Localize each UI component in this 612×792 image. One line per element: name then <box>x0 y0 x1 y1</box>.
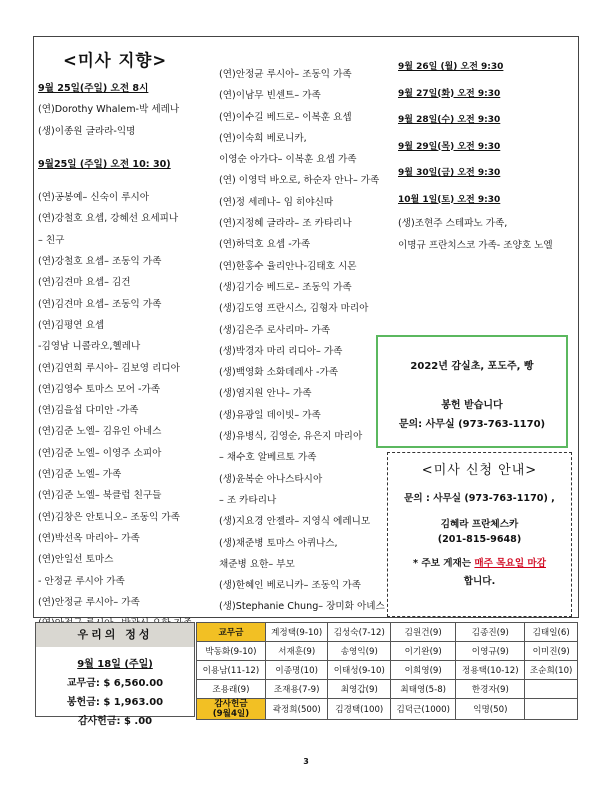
roster-cell: 곽정희(500) <box>265 699 328 720</box>
intention-line: (생)채준병 토마스 아퀴나스, <box>219 537 338 549</box>
intention-line: (생)조현주 스테파노 가족, <box>398 218 508 229</box>
mass-request-phone: (201-815-9648) <box>437 534 522 545</box>
mass-time-heading: 9월 29일(목) 오전 9:30 <box>398 141 501 152</box>
offering-heading: 우리의 정성 <box>36 623 194 647</box>
mass-time-heading: 9월 27일(화) 오전 9:30 <box>398 88 501 99</box>
intention-line: (연)김영수 토마스 모어 -가족 <box>38 383 161 395</box>
intention-line: (생)윤복순 아나스타시아 <box>219 473 323 485</box>
intention-line: (연)김을섭 다미안 -가족 <box>38 405 139 417</box>
mass-request-box <box>387 452 572 617</box>
roster-cell: 김경택(100) <box>328 699 391 720</box>
intention-line: (생)지요경 안젤라– 지영식 에레니모 <box>219 516 371 528</box>
roster-cell: 계정택(9-10) <box>265 623 328 642</box>
page-title: <미사 지향> <box>63 51 168 70</box>
intention-line: (생)한혜인 베로니카– 조동익 가족 <box>219 580 361 592</box>
roster-category-cell: 교무금 <box>197 623 266 642</box>
roster-cell: 김덕근(1000) <box>391 699 456 720</box>
roster-cell: 김원건(9) <box>391 623 456 642</box>
offering-row: 감사헌금: $ .00 <box>77 716 153 727</box>
roster-cell: 이태성(9-10) <box>328 661 391 680</box>
intention-line: 채준병 요한– 부모 <box>219 558 295 570</box>
contribution-roster <box>196 622 578 720</box>
intention-line: (생)김도영 프란시스, 김형자 마리아 <box>219 303 369 315</box>
intention-line: (생)김은주 로사리마– 가족 <box>219 324 331 336</box>
notice-suffix: 합니다. <box>463 576 496 587</box>
roster-cell: 익명(50) <box>456 699 525 720</box>
roster-cell: 정용택(10-12) <box>456 661 525 680</box>
intention-line: (연)안정균 루시아– 조동익 가족 <box>219 69 352 80</box>
roster-cell: 조재용(7-9) <box>265 680 328 699</box>
intention-line: (연)김준 노엘– 김유인 아네스 <box>38 426 162 438</box>
intention-line: (연)공봉예– 신숙이 루시아 <box>38 192 150 204</box>
mass-time-heading: 9월 30일(금) 오전 9:30 <box>398 168 501 178</box>
intention-line: (연)지정혜 글라라– 조 카타리나 <box>219 218 352 230</box>
roster-cell: 최영갑(9) <box>328 680 391 699</box>
roster-cell: 최태영(5-8) <box>391 680 456 699</box>
intention-line: (연)김준 노엘– 북클럽 친구들 <box>38 490 162 502</box>
intention-line: (연) 이영덕 바오로, 하순자 안나– 가족 <box>219 175 380 187</box>
roster-cell <box>525 699 578 720</box>
intention-line: (생)백영화 소화데레사 -가족 <box>219 367 338 379</box>
intention-line: (연)이수길 베드로– 이복훈 요셉 <box>219 111 352 123</box>
intention-line: (연)김준 노엘– 이영주 소피아 <box>38 447 162 459</box>
offering-date: 9월 18일 (주일) <box>77 659 153 670</box>
intention-line: – 친구 <box>38 234 65 246</box>
intention-line: – 채수호 알베르토 가족 <box>219 452 317 464</box>
mass-time-heading: 9월 25일(주일) 오전 8시 <box>38 83 149 94</box>
intention-line: - 안정균 루시아 가족 <box>38 575 125 587</box>
mass-request-title: <미사 신청 안내> <box>421 463 538 478</box>
mass-request-contact: 문의 : 사무실 (973-763-1170) , <box>404 493 555 504</box>
donation-title: 2022년 감실초, 포도주, 빵 <box>410 361 534 372</box>
mass-intentions-column-1 <box>38 44 213 656</box>
roster-row <box>197 623 578 642</box>
roster-cell: 이영규(9) <box>456 642 525 661</box>
intention-line: (연)안일선 토마스 <box>38 554 114 566</box>
roster-row <box>197 642 578 661</box>
mass-time-heading: 9월 28일(수) 오전 9:30 <box>398 115 501 125</box>
intention-line: -김영남 니콜라오,헬레나 <box>38 341 141 353</box>
intention-line: (연)김견마 요셉– 김건 <box>38 277 131 289</box>
roster-row <box>197 699 578 720</box>
intention-line: (연)안정균 루시아– 가족 <box>38 596 140 608</box>
spacer <box>38 142 213 154</box>
intention-line: (생)유광일 데이빗– 가족 <box>219 409 321 421</box>
mass-request-person: 김혜라 프란체스카 <box>440 519 519 530</box>
intention-line: (연)이숙희 베로니카, <box>219 132 307 144</box>
roster-cell: 김태일(6) <box>525 623 578 642</box>
donation-contact: 문의: 사무실 (973-763-1170) <box>398 419 546 430</box>
mass-intentions-column-2 <box>219 64 394 618</box>
roster-row <box>197 661 578 680</box>
intention-line: (연)김견마 요셉– 조동익 가족 <box>38 298 162 310</box>
donation-notice-box <box>376 335 568 448</box>
intention-line: – 조 카타리나 <box>219 494 277 506</box>
roster-cell: 조순희(10) <box>525 661 578 680</box>
intention-line: (연)김준 노엘– 가족 <box>38 469 122 481</box>
intention-line: (생)김기승 베드로– 조동익 가족 <box>219 281 352 293</box>
intention-line: (생)이종원 글라라-익명 <box>38 125 136 137</box>
intention-line: (생)Stephanie Chung– 장미화 아녜스 <box>219 601 385 613</box>
mass-time-heading: 9월 26일 (월) 오전 9:30 <box>398 62 504 72</box>
donation-line: 봉헌 받습니다 <box>441 400 503 411</box>
notice-deadline: 매주 목요일 마감 <box>474 558 546 569</box>
roster-cell: 이용남(11-12) <box>197 661 266 680</box>
roster-cell: 이종명(10) <box>265 661 328 680</box>
intention-line: 이명규 프란치스코 가족- 조양호 노엘 <box>398 239 553 251</box>
roster-cell <box>525 680 578 699</box>
weekday-mass-column <box>398 54 576 256</box>
roster-cell: 서재훈(9) <box>265 642 328 661</box>
roster-cell: 이기완(9) <box>391 642 456 661</box>
roster-cell: 김종진(9) <box>456 623 525 642</box>
roster-cell: 한경자(9) <box>456 680 525 699</box>
offering-row: 교무금: $ 6,560.00 <box>66 678 164 689</box>
intention-line: (연)박선옥 마리아– 가족 <box>38 532 140 544</box>
intention-line: (연)하덕호 요셉 -가족 <box>219 239 311 251</box>
roster-cell: 조용래(9) <box>197 680 266 699</box>
mass-time-heading: 10월 1일(토) 오전 9:30 <box>398 194 501 205</box>
intention-line: (연)강철호 요셉, 강혜선 요세피나 <box>38 213 179 225</box>
roster-category-cell: 감사헌금 (9월4일) <box>197 699 266 720</box>
spacer <box>38 175 213 187</box>
intention-line: (생)유병식, 김영순, 유은지 마리아 <box>219 431 363 443</box>
intention-line: (생)염지원 안나– 가족 <box>219 388 312 400</box>
intention-line: (연)정 세레나– 임 히야신따 <box>219 196 334 208</box>
notice-prefix: * 주보 게재는 <box>413 558 472 569</box>
roster-cell: 김성숙(7-12) <box>328 623 391 642</box>
intention-line: (생)박경자 마리 리디아– 가족 <box>219 345 343 357</box>
roster-cell: 이희영(9) <box>391 661 456 680</box>
mass-time-heading: 9월25일 (주일) 오전 10: 30) <box>38 158 171 170</box>
offering-row: 봉헌금: $ 1,963.00 <box>66 697 164 708</box>
intention-line: (연)이남무 빈센트– 가족 <box>219 90 321 102</box>
intention-line: 이영순 아가다– 이복훈 요셉 가족 <box>219 154 357 166</box>
intention-line: (연)김평연 요셉 <box>38 319 105 331</box>
roster-cell: 박동화(9-10) <box>197 642 266 661</box>
roster-cell: 송영익(9) <box>328 642 391 661</box>
intention-line: (연)Dorothy Whalem-박 세레나 <box>38 104 180 116</box>
intention-line: (연)김창은 안토니오– 조동익 가족 <box>38 511 180 523</box>
page-number: 3 <box>303 757 309 766</box>
mass-request-notice <box>388 555 571 569</box>
roster-cell: 이미진(9) <box>525 642 578 661</box>
roster-row <box>197 680 578 699</box>
offering-summary <box>35 622 195 727</box>
intention-line: (연)강철호 요셉– 조동익 가족 <box>38 256 162 268</box>
intention-line: (연)한홍수 율리안나-김태호 시몬 <box>219 260 357 272</box>
intention-line: (연)김연희 루시아– 김보영 리디아 <box>38 362 180 374</box>
